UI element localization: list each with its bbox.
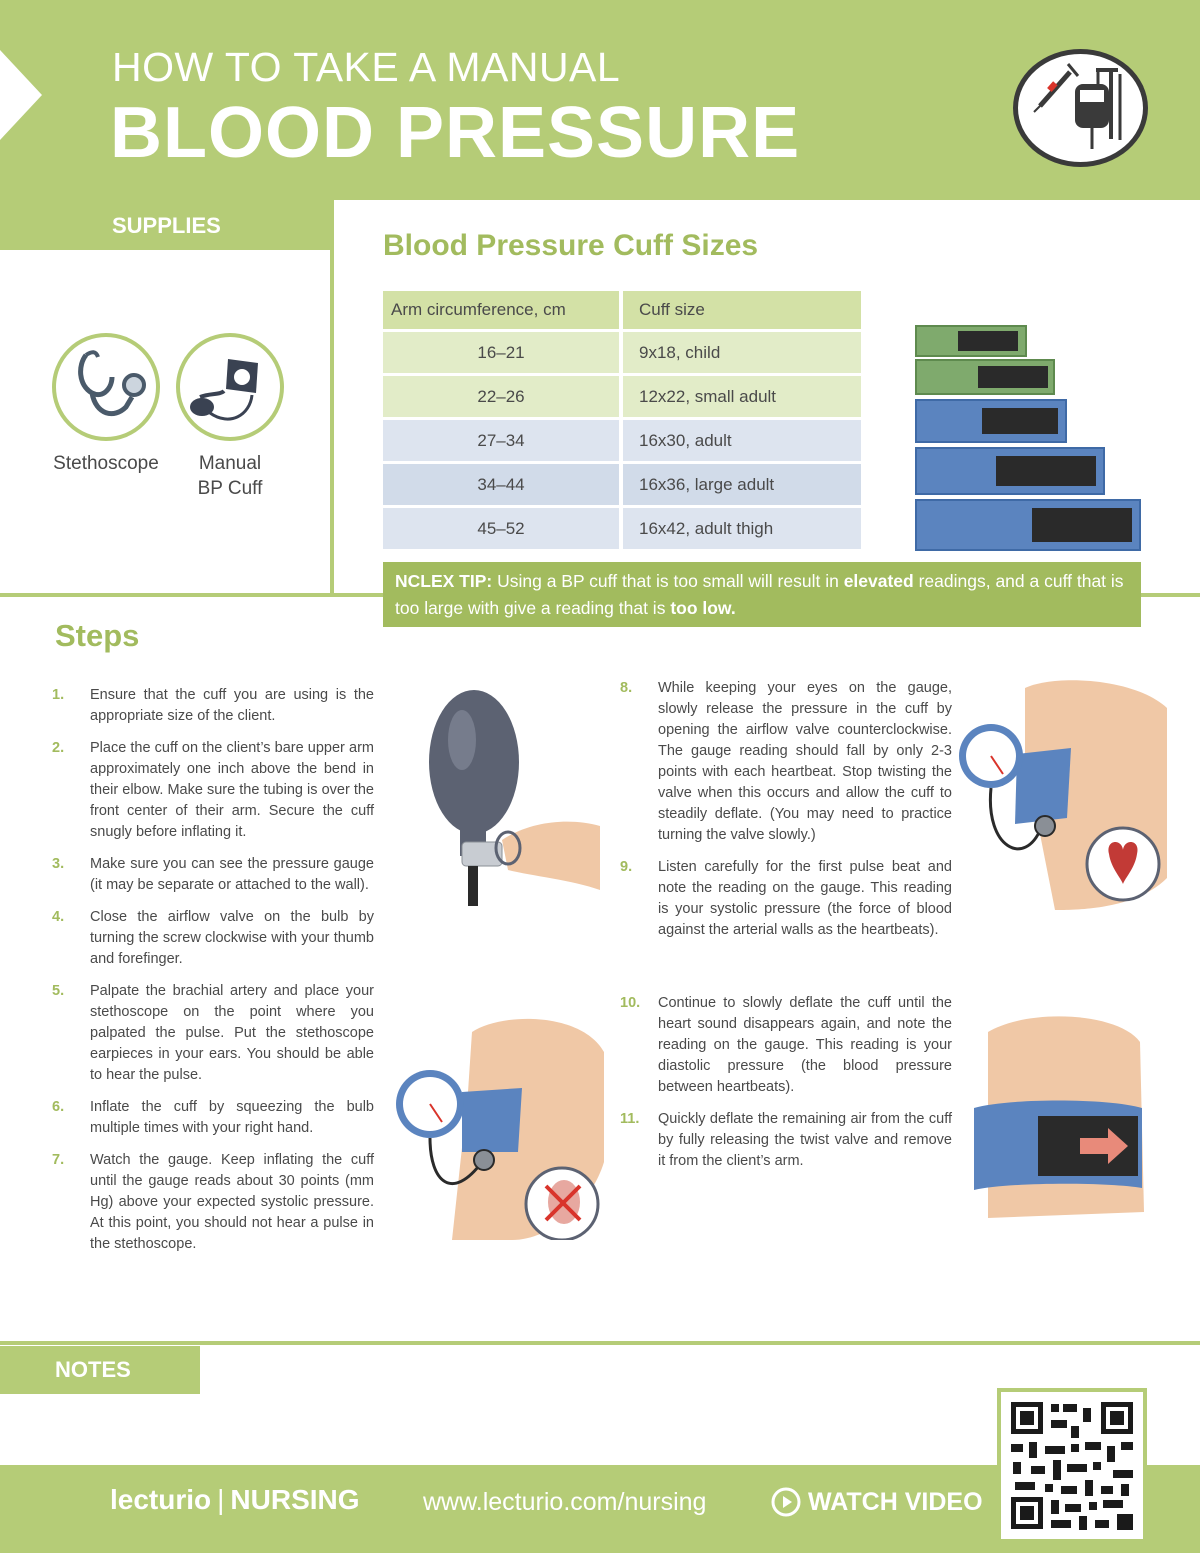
brand-separator: | xyxy=(217,1484,225,1515)
table-cell: 45–52 xyxy=(383,508,619,549)
bp-cuff-label xyxy=(170,451,290,501)
supplies-heading: SUPPLIES xyxy=(112,213,221,238)
divider xyxy=(0,1341,1200,1345)
table-cell: 9x18, child xyxy=(623,332,861,373)
chevron-icon xyxy=(0,50,42,140)
step-text: Place the cuff on the client’s bare upper arm approximately one inch above the bend in their elbow. Make sure the tubing is over the front center of their arm. Secure the cuff snugly before inflating it. xyxy=(90,740,374,840)
step-text: Close the airflow valve on the bulb by turning the screw clockwise with your thumb and forefinger. xyxy=(90,909,374,967)
tip-text: Using a BP cuff that is too small will result in xyxy=(492,571,844,591)
step-text: Watch the gauge. Keep inflating the cuff until the gauge reads about 30 points (mm Hg) above your expected systolic pressure. At this point, you should not hear a pulse in the stethoscope. xyxy=(90,1152,374,1252)
step-text: Palpate the brachial artery and place your stethoscope on the point where you palpated the pulse. Put the stethoscope earpieces in your ears. You should be able to hear the pulse. xyxy=(90,983,374,1083)
steps-title: Steps xyxy=(55,618,140,653)
bp-cuff-icon xyxy=(176,333,284,441)
step-text: While keeping your eyes on the gauge, slowly release the pressure in the cuff by opening the airflow valve counterclockwise. The gauge reading should fall by only 2-3 points with each heartbeat. Stop twisting the valve when this occurs and allow the cuff to steadily deflate. (You may need to practice turning the valve slowly.) xyxy=(658,680,952,843)
arm-deflate-illustration xyxy=(968,1012,1148,1224)
table-header-cell: Arm circumference, cm xyxy=(383,291,619,329)
step-text: Make sure you can see the pressure gauge (it may be separate or attached to the wall). xyxy=(90,856,374,893)
list-item xyxy=(620,993,952,1098)
list-item xyxy=(52,981,374,1086)
play-icon xyxy=(770,1486,802,1518)
step-number: 5. xyxy=(52,983,65,999)
iv-bag-syringe-icon xyxy=(1013,49,1148,167)
cuff-sizes-illustration xyxy=(912,322,1144,554)
bp-cuff-label-line1: Manual xyxy=(198,453,262,474)
arm-heart-illustration xyxy=(955,678,1167,910)
table-cell: 16x30, adult xyxy=(623,420,861,461)
list-item xyxy=(52,685,374,727)
brand-product: NURSING xyxy=(230,1484,360,1515)
table-row xyxy=(383,376,861,417)
table-row xyxy=(383,508,861,549)
list-item xyxy=(52,907,374,970)
step-number: 7. xyxy=(52,1152,65,1168)
step-number: 2. xyxy=(52,740,65,756)
step-number: 8. xyxy=(620,680,633,696)
table-cell: 16x42, adult thigh xyxy=(623,508,861,549)
step-text: Inflate the cuff by squeezing the bulb multiple times with your right hand. xyxy=(90,1099,374,1136)
title-line-1: HOW TO TAKE A MANUAL xyxy=(112,44,621,90)
brand-logo xyxy=(110,1484,360,1516)
title-line-2: BLOOD PRESSURE xyxy=(110,93,801,173)
list-item xyxy=(620,1109,952,1172)
step-number: 11. xyxy=(620,1111,640,1127)
list-item xyxy=(620,678,952,846)
arm-gauge-illustration xyxy=(392,1012,604,1240)
step-text: Ensure that the cuff you are using is the appropriate size of the client. xyxy=(90,687,374,724)
table-row xyxy=(383,332,861,373)
step-number: 1. xyxy=(52,687,65,703)
table-row xyxy=(383,420,861,461)
table-row xyxy=(383,464,861,505)
bulb-valve-illustration xyxy=(412,680,602,908)
qr-code-icon xyxy=(1001,1392,1143,1539)
list-item xyxy=(620,857,952,941)
step-text: Quickly deflate the remaining air from the cuff by fully releasing the twist valve and remove it from the client’s arm. xyxy=(658,1111,952,1169)
brand-name: lecturio xyxy=(110,1484,212,1515)
table-cell: 16–21 xyxy=(383,332,619,373)
step-text: Listen carefully for the first pulse beat and note the reading on the gauge. This reading is your systolic pressure (the force of blood against the arterial walls as the heartbeats). xyxy=(658,859,952,938)
step-number: 4. xyxy=(52,909,65,925)
list-item xyxy=(52,1150,374,1255)
step-number: 9. xyxy=(620,859,633,875)
tip-bold: elevated xyxy=(843,571,914,591)
table-header-row xyxy=(383,291,861,329)
cuff-sizes-title: Blood Pressure Cuff Sizes xyxy=(383,229,759,262)
steps-list-left xyxy=(52,685,374,1255)
step-number: 3. xyxy=(52,856,65,872)
table-cell: 12x22, small adult xyxy=(623,376,861,417)
table-cell: 34–44 xyxy=(383,464,619,505)
website-link[interactable]: www.lecturio.com/nursing xyxy=(423,1488,707,1516)
table-cell: 27–34 xyxy=(383,420,619,461)
step-number: 10. xyxy=(620,995,641,1011)
list-item xyxy=(52,1097,374,1139)
tip-text: readings, and a cuff that is too large with give a reading that is xyxy=(395,571,1124,618)
table-cell: 16x36, large adult xyxy=(623,464,861,505)
qr-code[interactable] xyxy=(997,1388,1147,1543)
step-number: 6. xyxy=(52,1099,65,1115)
watch-video-button[interactable] xyxy=(770,1486,983,1518)
stethoscope-label: Stethoscope xyxy=(53,453,159,474)
cuff-size-table xyxy=(383,288,861,552)
tip-label: NCLEX TIP: xyxy=(395,571,493,591)
list-item xyxy=(52,854,374,896)
steps-list-right xyxy=(620,678,952,1172)
nclex-tip xyxy=(383,562,1141,627)
divider xyxy=(330,200,334,595)
table-header-cell: Cuff size xyxy=(623,291,861,329)
notes-heading: NOTES xyxy=(55,1357,131,1382)
step-text: Continue to slowly deflate the cuff until the heart sound disappears again, and note the reading on the gauge. This reading is your diastolic pressure (the blood pressure between heartbeats). xyxy=(658,995,952,1095)
bp-cuff-label-line2: BP Cuff xyxy=(197,478,263,499)
watch-video-label: WATCH VIDEO xyxy=(808,1487,983,1516)
table-cell: 22–26 xyxy=(383,376,619,417)
stethoscope-icon xyxy=(52,333,160,441)
list-item xyxy=(52,738,374,843)
tip-bold: too low. xyxy=(670,598,736,618)
